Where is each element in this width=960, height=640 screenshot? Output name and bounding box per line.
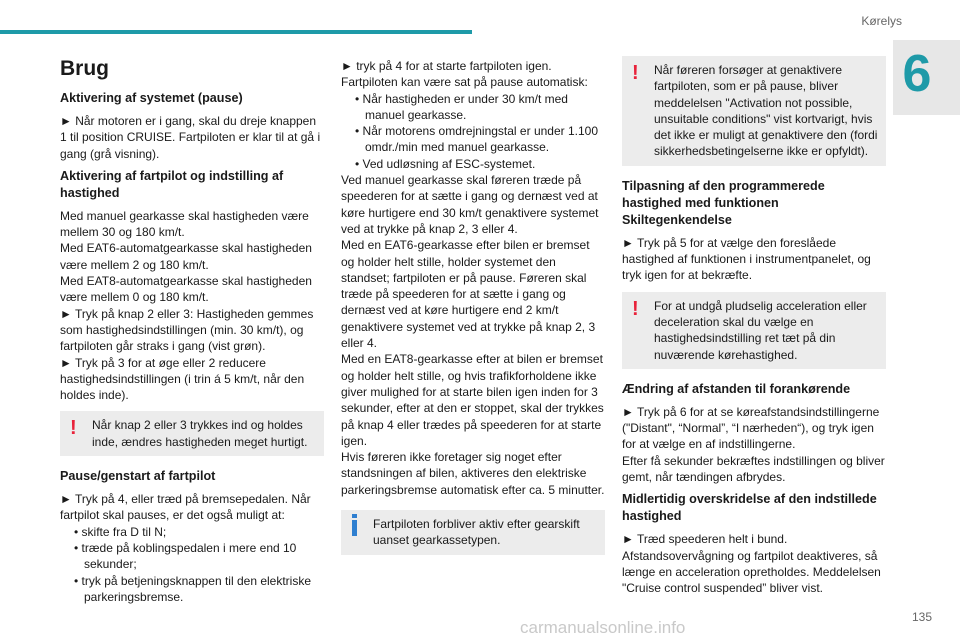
info-icon — [352, 520, 357, 536]
list-item: • Når hastigheden er under 30 km/t med manuel gearkasse. — [355, 91, 568, 122]
paragraph: ► Tryk på 4, eller træd på bremsepedalen. Når fartpilot skal pauses, er det også muligt at: — [60, 492, 311, 523]
paragraph: Afstandsovervågning og fartpilot deaktiveres, så længe en acceleration opretholdes. Meddelelsen "Cruise control suspended” bliver vist. — [622, 548, 881, 596]
paragraph: ► Træd speederen helt i bund. — [622, 532, 788, 547]
heading-stop: Pause/genstart af fartpilot — [60, 469, 216, 484]
column-1 — [60, 56, 324, 605]
heading-distance: Ændring af afstanden til forankørende — [622, 381, 851, 396]
paragraph: ► Tryk på knap 2 eller 3: Hastigheden gemmes som hastighedsindstillingen (min. 30 km/t), og fartpiloten går straks i gang (vist grøn). — [60, 306, 314, 354]
warning-box — [622, 56, 886, 166]
list-item: • Når motorens omdrejningstal er under 1.100 omdr./min med manuel gearkasse. — [355, 124, 598, 155]
chapter-tab — [893, 40, 960, 115]
column-2 — [341, 58, 605, 567]
exclamation-icon: ! — [70, 417, 77, 440]
heading-speed: Aktivering af fartpilot og indstilling af hastighed — [60, 168, 284, 200]
exclamation-icon: ! — [632, 62, 639, 84]
paragraph: ► Tryk på 6 for at se køreafstandsindstillingerne ("Distant", “Normal”, “I nærheden“), og tryk igen for at vælge en af indstillingerne. — [622, 404, 880, 452]
list-item: • Ved udløsning af ESC-systemet. — [355, 156, 536, 171]
paragraph: ► Tryk på 3 for at øge eller 2 reducere hastighedsindstillingen (i trin á 5 km/t, når den holdes inde). — [60, 355, 305, 403]
warning-text: Når føreren forsøger at genaktivere fartpiloten, som er på pause, bliver meddelelsen "Activation not possible, unsuitable conditions" vist kortvarigt, hvis det ikke er muligt at genaktivere den (fordi sikkerhedsbetingelserne ikke er opfyldt). — [654, 63, 878, 159]
paragraph: Efter få sekunder bekræftes indstillingen og bliver gemt, når tændingen afbrydes. — [622, 453, 885, 485]
warning-box — [622, 292, 886, 369]
chapter-number: 6 — [902, 45, 932, 103]
warning-text: For at undgå pludselig acceleration eller deceleration skal du vælge en hastighedsindstilling ret tæt på din nuværende kørehastighed. — [654, 298, 867, 362]
warning-text: Når knap 2 eller 3 trykkes ind og holdes inde, ændres hastigheden meget hurtigt. — [92, 418, 308, 449]
list-item: • tryk på betjeningsknappen til den elektriske parkeringsbremse. — [74, 573, 312, 604]
info-box — [341, 510, 605, 555]
paragraph: Med manuel gearkasse skal hastigheden være mellem 30 og 180 km/t. — [60, 208, 309, 240]
column-3 — [622, 56, 886, 597]
list-item: • træde på koblingspedalen i mere end 10 sekunder; — [74, 540, 297, 572]
heading-adapt: Tilpasning af den programmerede hastighed med funktionen Skiltegenkendelse — [622, 178, 825, 227]
info-text: Fartpiloten forbliver aktiv efter gearskift uanset gearkassetypen. — [373, 517, 580, 548]
bullet-list — [74, 524, 324, 605]
paragraph: Med EAT6-automatgearkasse skal hastigheden være mellem 2 og 180 km/t. — [60, 241, 312, 272]
section-title: Kørelys — [861, 14, 902, 28]
bullet-list — [355, 91, 605, 172]
list-item: • skifte fra D til N; — [74, 524, 167, 539]
paragraph: Fartpiloten kan være sat på pause automatisk: — [341, 75, 588, 90]
paragraph: Hvis føreren ikke foretager sig noget efter standsningen af bilen, aktiveres den elektriske parkeringsbremse automatisk efter ca. 5 minutter. — [341, 450, 605, 497]
paragraph: ► tryk på 4 for at starte fartpiloten igen. — [341, 59, 552, 73]
paragraph: Ved manuel gearkasse skal føreren træde på speederen for at sætte i gang og dernæst ved at køre hurtigere end 30 km/t genaktivere systemet ved at trykke på knap 2, 3 eller 4. — [341, 173, 599, 236]
page-number: 135 — [911, 610, 932, 624]
heading-override: Midlertidig overskridelse af den indstillede hastighed — [622, 492, 877, 524]
paragraph: Med en EAT6-gearkasse efter bilen er bremset og holder helt stille, holder systemet den standset; fartpiloten er på pause. Føreren skal træde på speederen for at sætte i gang og dernæst ved at køre hurtigere end 2 km/t genaktivere systemet ved at trykke på knap 2, 3 eller 4. — [341, 238, 596, 351]
warning-box — [60, 411, 324, 456]
heading-pause: Aktivering af systemet (pause) — [60, 91, 243, 105]
paragraph: Med EAT8-automatgearkasse skal hastigheden være mellem 0 og 180 km/t. — [60, 274, 312, 305]
paragraph: ► Tryk på 5 for at vælge den foreslåede hastighed af funktionen i instrumentpanelet, og tryk igen for at bekræfte. — [622, 235, 871, 283]
page-title: Brug — [60, 57, 109, 80]
paragraph: Med en EAT8-gearkasse efter at bilen er bremset og holder helt stille, og hvis trafikforholdene ikke giver mulighed for at starte bilen igen inden for 3 sekunder, efter at den er stoppet, skal der trykkes på knap 4 eller trædes på speederen for at starte igen. — [341, 352, 604, 448]
header-accent-bar — [0, 30, 472, 34]
paragraph: ► Når motoren er i gang, skal du dreje knappen 1 til position CRUISE. Fartpiloten er klar til at gå i gang (grå visning). — [60, 114, 321, 161]
watermark: carmanualsonline.info — [520, 618, 686, 637]
exclamation-icon: ! — [632, 297, 639, 320]
